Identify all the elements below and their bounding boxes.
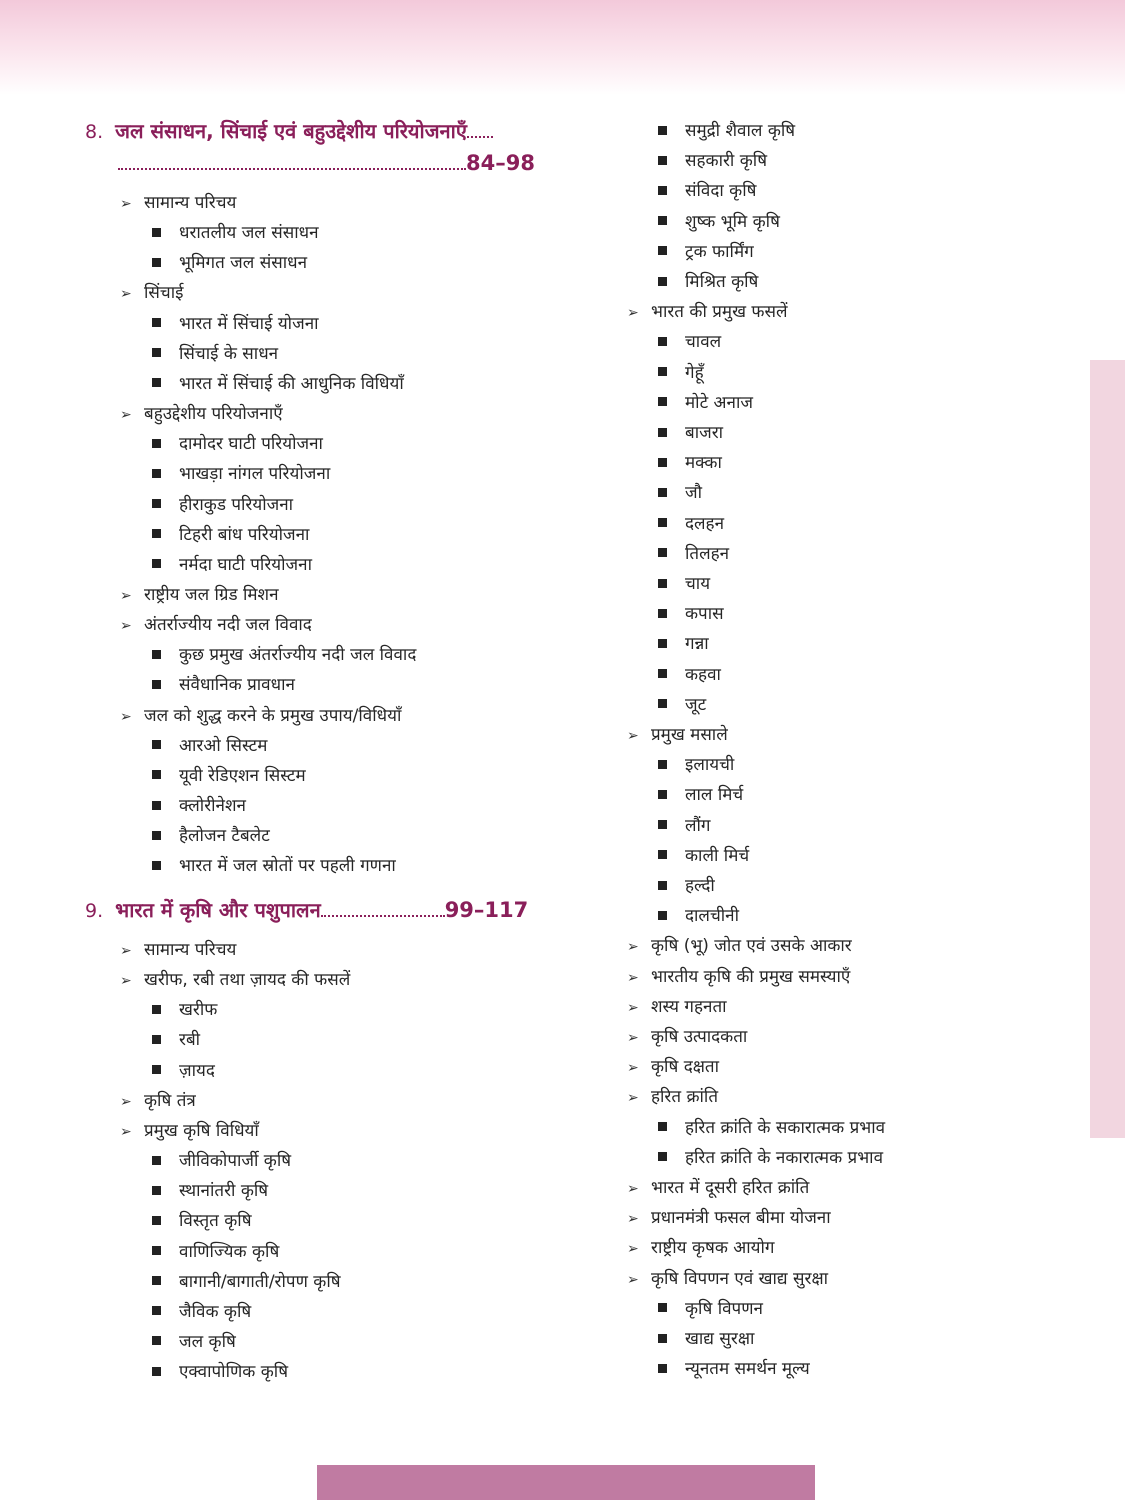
topic-text: लाल मिर्च <box>685 785 744 806</box>
square-bullet-icon <box>658 277 667 286</box>
topic-item <box>120 610 312 640</box>
topic-text: ज़ायद <box>179 1060 215 1081</box>
square-bullet-icon <box>658 639 667 648</box>
topic-item <box>627 1233 775 1263</box>
square-bullet-icon <box>658 397 667 406</box>
topic-item <box>627 962 850 992</box>
topic-text: टिहरी बांध परियोजना <box>179 524 310 545</box>
topic-item <box>120 701 401 731</box>
square-bullet-icon <box>658 216 667 225</box>
square-bullet-icon <box>658 1122 667 1131</box>
subtopic-item <box>658 841 749 871</box>
topic-item <box>627 1022 747 1052</box>
topic-text: चाय <box>685 574 711 594</box>
topic-text: खरीफ, रबी तथा ज़ायद की फसलें <box>144 970 351 991</box>
square-bullet-icon <box>152 680 161 689</box>
subtopic-item <box>658 358 704 388</box>
chapter-9-heading[interactable] <box>85 892 528 928</box>
subtopic-item <box>658 901 739 931</box>
subtopic-item <box>658 237 754 267</box>
subtopic-item <box>152 248 307 278</box>
topic-text: कृषि दक्षता <box>651 1057 719 1078</box>
topic-text: जल कृषि <box>179 1331 236 1352</box>
subtopic-item <box>658 176 756 206</box>
topic-text: गन्ना <box>685 634 709 655</box>
side-tab <box>1090 360 1125 1138</box>
topic-item <box>627 992 727 1022</box>
subtopic-item <box>152 218 319 248</box>
arrow-bullet-icon: ➢ <box>627 1241 639 1258</box>
topic-text: हैलोजन टैबलेट <box>179 826 270 847</box>
topic-text: सिंचाई के साधन <box>179 343 279 364</box>
leader-dots <box>467 132 493 138</box>
square-bullet-icon <box>658 246 667 255</box>
topic-text: भारत की प्रमुख फसलें <box>651 302 788 323</box>
topic-text: मोटे अनाज <box>685 392 753 413</box>
topic-text: कृषि विपणन <box>685 1298 763 1319</box>
topic-item <box>120 965 350 995</box>
square-bullet-icon <box>658 1303 667 1312</box>
topic-text: भारतीय कृषि की प्रमुख समस्याएँ <box>651 966 851 987</box>
square-bullet-icon <box>658 548 667 557</box>
topic-text: भूमिगत जल संसाधन <box>179 253 308 274</box>
topic-text: ट्रक फार्मिंग <box>685 241 754 262</box>
topic-item <box>120 399 283 429</box>
square-bullet-icon <box>658 609 667 618</box>
subtopic-item <box>152 761 306 791</box>
square-bullet-icon <box>152 559 161 568</box>
subtopic-item <box>658 388 753 418</box>
topic-text: हरित क्रांति के नकारात्मक प्रभाव <box>685 1147 884 1168</box>
subtopic-item <box>658 1324 754 1354</box>
topic-text: विस्तृत कृषि <box>179 1211 252 1232</box>
subtopic-item <box>152 995 217 1025</box>
subtopic-item <box>658 418 723 448</box>
topic-text: संविदा कृषि <box>685 181 757 202</box>
topic-text: खरीफ <box>179 1000 218 1021</box>
topic-text: स्थानांतरी कृषि <box>179 1181 269 1202</box>
subtopic-item <box>152 1025 200 1055</box>
topic-text: प्रमुख मसाले <box>651 725 728 745</box>
topic-text: इलायची <box>685 755 735 776</box>
square-bullet-icon <box>658 820 667 829</box>
chapter-number: 9. <box>85 900 104 922</box>
square-bullet-icon <box>152 801 161 810</box>
square-bullet-icon <box>658 156 667 165</box>
topic-text: संवैधानिक प्रावधान <box>179 675 295 696</box>
topic-text: क्लोरीनेशन <box>179 796 246 816</box>
arrow-bullet-icon: ➢ <box>627 969 639 986</box>
square-bullet-icon <box>152 861 161 870</box>
chapter-8-pages-line <box>118 145 535 181</box>
arrow-bullet-icon: ➢ <box>120 618 132 635</box>
leader-dots <box>321 911 445 917</box>
topic-text: बागानी/बागाती/रोपण कृषि <box>179 1271 341 1292</box>
topic-item <box>120 580 279 610</box>
topic-text: एक्वापोणिक कृषि <box>179 1362 289 1383</box>
topic-text: वाणिज्यिक कृषि <box>179 1241 280 1262</box>
square-bullet-icon <box>152 348 161 357</box>
arrow-bullet-icon: ➢ <box>120 407 132 424</box>
subtopic-item <box>658 539 729 569</box>
subtopic-item <box>152 490 293 520</box>
topic-item <box>627 1052 719 1082</box>
square-bullet-icon <box>152 1065 161 1074</box>
topic-text: मक्का <box>685 453 722 474</box>
subtopic-item <box>152 550 312 580</box>
square-bullet-icon <box>152 529 161 538</box>
subtopic-item <box>152 640 416 670</box>
square-bullet-icon <box>658 850 667 859</box>
subtopic-item <box>152 1357 288 1387</box>
subtopic-item <box>658 1113 885 1143</box>
topic-item <box>627 931 852 961</box>
subtopic-item <box>658 327 721 357</box>
topic-item <box>627 1173 809 1203</box>
subtopic-item <box>152 1297 251 1327</box>
topic-text: भारत में जल स्रोतों पर पहली गणना <box>179 856 396 877</box>
arrow-bullet-icon: ➢ <box>627 1211 639 1228</box>
square-bullet-icon <box>152 258 161 267</box>
topic-item <box>120 935 236 965</box>
chapter-8-heading[interactable] <box>85 113 493 149</box>
topic-text: समुद्री शैवाल कृषि <box>685 121 796 141</box>
topic-text: कृषि (भू) जोत एवं उसके आकार <box>651 936 852 957</box>
subtopic-item <box>658 116 795 146</box>
topic-text: लौंग <box>685 815 711 836</box>
square-bullet-icon <box>152 1367 161 1376</box>
header-band <box>0 0 1125 95</box>
square-bullet-icon <box>658 428 667 437</box>
topic-text: कपास <box>685 604 724 625</box>
subtopic-item <box>658 871 715 901</box>
square-bullet-icon <box>658 518 667 527</box>
topic-text: तिलहन <box>685 543 730 564</box>
chapter-pages: 84–98 <box>466 151 535 175</box>
topic-text: बाजरा <box>685 423 724 443</box>
arrow-bullet-icon: ➢ <box>627 305 639 322</box>
arrow-bullet-icon: ➢ <box>627 728 639 744</box>
subtopic-item <box>658 569 710 599</box>
subtopic-item <box>152 1237 279 1267</box>
topic-text: काली मिर्च <box>685 845 750 866</box>
subtopic-item <box>152 670 295 700</box>
arrow-bullet-icon: ➢ <box>120 196 132 212</box>
square-bullet-icon <box>152 1005 161 1014</box>
topic-item <box>627 297 788 327</box>
square-bullet-icon <box>152 770 161 779</box>
subtopic-item <box>152 1327 236 1357</box>
subtopic-item <box>152 821 270 851</box>
square-bullet-icon <box>152 1336 161 1345</box>
topic-text: भारत में सिंचाई की आधुनिक विधियाँ <box>179 373 404 394</box>
topic-text: न्यूनतम समर्थन मूल्य <box>685 1359 810 1380</box>
topic-item <box>120 188 236 218</box>
topic-text: मिश्रित कृषि <box>685 272 759 292</box>
topic-text: कहवा <box>685 664 721 685</box>
topic-text: दालचीनी <box>685 906 739 927</box>
topic-text: राष्ट्रीय जल ग्रिड मिशन <box>144 584 279 605</box>
topic-text: चावल <box>685 332 722 353</box>
topic-item <box>120 1116 259 1146</box>
square-bullet-icon <box>152 740 161 749</box>
subtopic-item <box>658 811 711 841</box>
square-bullet-icon <box>658 488 667 497</box>
arrow-bullet-icon: ➢ <box>627 939 639 956</box>
subtopic-item <box>658 780 743 810</box>
square-bullet-icon <box>658 458 667 467</box>
square-bullet-icon <box>152 318 161 327</box>
square-bullet-icon <box>152 439 161 448</box>
square-bullet-icon <box>152 1246 161 1255</box>
topic-item <box>120 278 183 308</box>
subtopic-item <box>658 448 722 478</box>
topic-text: खाद्य सुरक्षा <box>685 1329 755 1349</box>
topic-text: धरातलीय जल संसाधन <box>179 223 319 244</box>
square-bullet-icon <box>152 1035 161 1044</box>
topic-text: भारत में दूसरी हरित क्रांति <box>651 1178 810 1198</box>
chapter-title: जल संसाधन, सिंचाई एवं बहुउद्देशीय परियोजनाएँ <box>115 119 467 143</box>
square-bullet-icon <box>658 699 667 708</box>
square-bullet-icon <box>658 881 667 890</box>
square-bullet-icon <box>658 790 667 799</box>
square-bullet-icon <box>152 831 161 840</box>
subtopic-item <box>658 207 780 237</box>
subtopic-item <box>152 791 246 821</box>
topic-text: नर्मदा घाटी परियोजना <box>179 554 312 575</box>
square-bullet-icon <box>152 1216 161 1225</box>
topic-text: हरित क्रांति के सकारात्मक प्रभाव <box>685 1117 886 1138</box>
subtopic-item <box>658 267 758 297</box>
subtopic-item <box>152 309 319 339</box>
topic-text: अंतर्राज्यीय नदी जल विवाद <box>144 615 312 636</box>
topic-text: हल्दी <box>685 876 715 896</box>
square-bullet-icon <box>152 1186 161 1195</box>
square-bullet-icon <box>658 337 667 346</box>
arrow-bullet-icon: ➢ <box>120 943 132 959</box>
subtopic-item <box>152 339 278 369</box>
topic-text: शस्य गहनता <box>651 996 727 1017</box>
topic-text: यूवी रेडिएशन सिस्टम <box>179 765 306 786</box>
topic-text: जीविकोपार्जी कृषि <box>179 1151 292 1172</box>
subtopic-item <box>658 599 724 629</box>
subtopic-item <box>658 478 702 508</box>
subtopic-item <box>152 459 330 489</box>
arrow-bullet-icon: ➢ <box>120 587 132 604</box>
arrow-bullet-icon: ➢ <box>627 999 639 1016</box>
topic-text: जल को शुद्ध करने के प्रमुख उपाय/विधियाँ <box>144 705 402 726</box>
topic-text: हरित क्रांति <box>651 1087 719 1108</box>
square-bullet-icon <box>152 228 161 237</box>
square-bullet-icon <box>152 1276 161 1285</box>
square-bullet-icon <box>658 579 667 588</box>
chapter-title: भारत में कृषि और पशुपालन <box>115 898 321 922</box>
chapter-pages: 99–117 <box>444 898 529 922</box>
topic-text: सामान्य परिचय <box>144 193 237 213</box>
arrow-bullet-icon: ➢ <box>120 973 132 990</box>
arrow-bullet-icon: ➢ <box>627 1060 639 1077</box>
topic-item <box>627 1203 831 1233</box>
square-bullet-icon <box>658 669 667 678</box>
arrow-bullet-icon: ➢ <box>120 1123 132 1140</box>
topic-text: हीराकुड परियोजना <box>179 494 294 515</box>
topic-text: रबी <box>179 1030 201 1051</box>
topic-text: शुष्क भूमि कृषि <box>685 211 780 232</box>
subtopic-item <box>152 1206 252 1236</box>
topic-text: जौ <box>685 483 703 504</box>
arrow-bullet-icon: ➢ <box>120 1093 132 1110</box>
square-bullet-icon <box>658 1364 667 1373</box>
subtopic-item <box>658 509 724 539</box>
topic-text: जैविक कृषि <box>179 1301 252 1322</box>
subtopic-item <box>658 690 706 720</box>
subtopic-item <box>152 1176 268 1206</box>
chapter-number: 8. <box>85 121 104 143</box>
subtopic-item <box>658 660 721 690</box>
topic-text: गेहूँ <box>685 362 704 383</box>
topic-text: सिंचाई <box>144 283 184 304</box>
topic-item <box>627 1082 718 1112</box>
square-bullet-icon <box>658 186 667 195</box>
topic-text: राष्ट्रीय कृषक आयोग <box>651 1238 775 1259</box>
subtopic-item <box>658 146 767 176</box>
arrow-bullet-icon: ➢ <box>120 708 132 725</box>
leader-dots <box>118 164 466 170</box>
subtopic-item <box>658 1143 883 1173</box>
topic-text: प्रधानमंत्री फसल बीमा योजना <box>651 1208 831 1229</box>
square-bullet-icon <box>152 1156 161 1165</box>
square-bullet-icon <box>658 1334 667 1343</box>
subtopic-item <box>658 1354 810 1384</box>
topic-text: कृषि तंत्र <box>144 1090 196 1111</box>
arrow-bullet-icon: ➢ <box>627 1090 639 1107</box>
arrow-bullet-icon: ➢ <box>120 286 132 303</box>
topic-text: सामान्य परिचय <box>144 940 237 960</box>
subtopic-item <box>658 750 734 780</box>
topic-item <box>627 720 728 750</box>
topic-item <box>627 1264 828 1294</box>
subtopic-item <box>152 851 396 881</box>
arrow-bullet-icon: ➢ <box>627 1271 639 1288</box>
subtopic-item <box>152 369 404 399</box>
topic-text: कृषि विपणन एवं खाद्य सुरक्षा <box>651 1268 829 1289</box>
topic-text: भाखड़ा नांगल परियोजना <box>179 464 331 485</box>
square-bullet-icon <box>152 378 161 387</box>
arrow-bullet-icon: ➢ <box>627 1030 639 1046</box>
subtopic-item <box>658 1294 763 1324</box>
footer-bar <box>317 1465 815 1500</box>
square-bullet-icon <box>152 469 161 478</box>
square-bullet-icon <box>658 126 667 135</box>
square-bullet-icon <box>152 1306 161 1315</box>
square-bullet-icon <box>658 911 667 920</box>
square-bullet-icon <box>152 499 161 508</box>
subtopic-item <box>152 429 323 459</box>
subtopic-item <box>152 1267 341 1297</box>
subtopic-item <box>152 1146 291 1176</box>
topic-text: सहकारी कृषि <box>685 151 768 172</box>
topic-text: कृषि उत्पादकता <box>651 1027 748 1047</box>
subtopic-item <box>152 1056 215 1086</box>
square-bullet-icon <box>658 1152 667 1161</box>
topic-text: जूट <box>685 694 707 715</box>
topic-text: कुछ प्रमुख अंतर्राज्यीय नदी जल विवाद <box>179 645 417 666</box>
topic-text: भारत में सिंचाई योजना <box>179 313 319 334</box>
topic-item <box>120 1086 196 1116</box>
square-bullet-icon <box>152 650 161 659</box>
topic-text: दामोदर घाटी परियोजना <box>179 434 323 455</box>
topic-text: आरओ सिस्टम <box>179 735 268 756</box>
topic-text: बहुउद्देशीय परियोजनाएँ <box>144 404 283 425</box>
square-bullet-icon <box>658 760 667 769</box>
topic-text: प्रमुख कृषि विधियाँ <box>144 1120 259 1141</box>
subtopic-item <box>152 731 267 761</box>
square-bullet-icon <box>658 367 667 376</box>
arrow-bullet-icon: ➢ <box>627 1181 639 1197</box>
subtopic-item <box>152 520 309 550</box>
subtopic-item <box>658 629 709 659</box>
topic-text: दलहन <box>685 513 725 534</box>
